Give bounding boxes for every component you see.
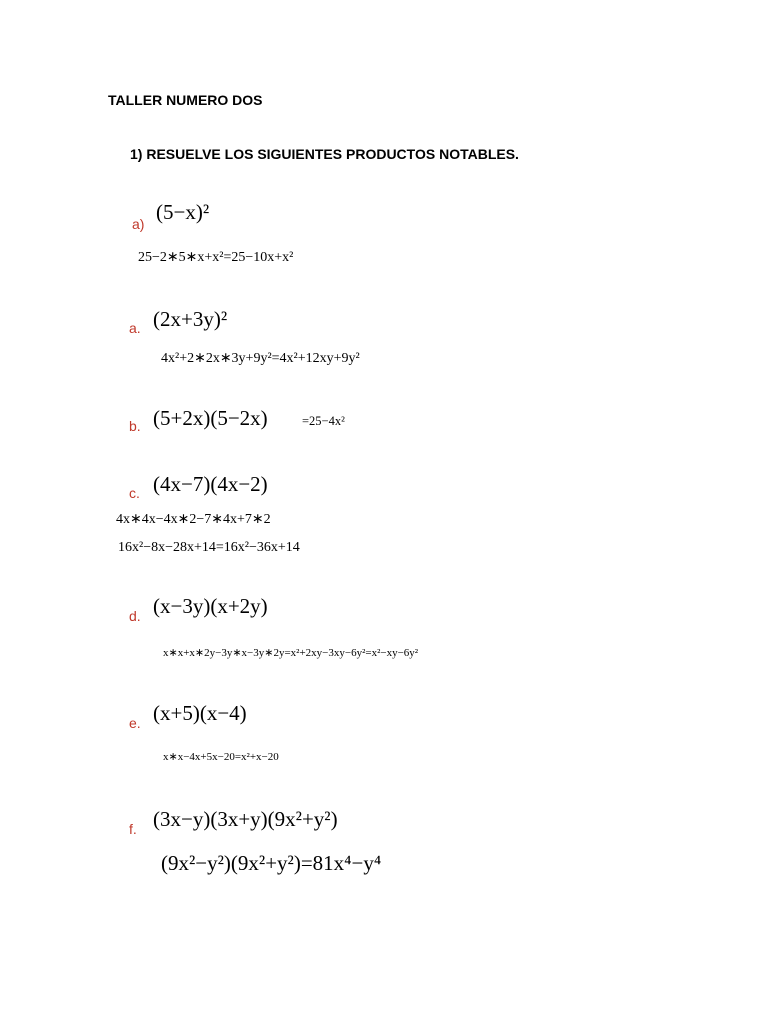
item-label: a) [132,216,145,232]
solution-line: =25−4x² [302,414,345,428]
page-title: TALLER NUMERO DOS [108,92,263,108]
item-label: f. [129,821,137,837]
solution-line: 4x∗4x−4x∗2−7∗4x+7∗2 [116,512,271,527]
problem-expression: (5−x)² [156,200,210,224]
instruction: 1) RESUELVE LOS SIGUIENTES PRODUCTOS NOTABLES. [130,146,519,162]
problem-expression: (5+2x)(5−2x) [153,406,268,430]
solution-line: (9x²−y²)(9x²+y²)=81x⁴−y⁴ [161,851,382,875]
item-label: e. [129,715,141,731]
solution-line: 4x²+2∗2x∗3y+9y²=4x²+12xy+9y² [161,351,360,366]
solution-line: 25−2∗5∗x+x²=25−10x+x² [138,250,294,265]
problem-expression: (3x−y)(3x+y)(9x²+y²) [153,807,338,831]
item-label: b. [129,418,141,434]
solution-line: x∗x+x∗2y−3y∗x−3y∗2y=x²+2xy−3xy−6y²=x²−xy−6y² [163,647,419,659]
item-label: a. [129,320,141,336]
item-label: c. [129,485,140,501]
solution-line: 16x²−8x−28x+14=16x²−36x+14 [118,540,300,555]
problem-expression: (4x−7)(4x−2) [153,472,268,496]
problem-expression: (x−3y)(x+2y) [153,594,268,618]
problem-expression: (2x+3y)² [153,307,228,331]
problem-expression: (x+5)(x−4) [153,701,247,725]
item-label: d. [129,608,141,624]
solution-line: x∗x−4x+5x−20=x²+x−20 [163,751,279,763]
